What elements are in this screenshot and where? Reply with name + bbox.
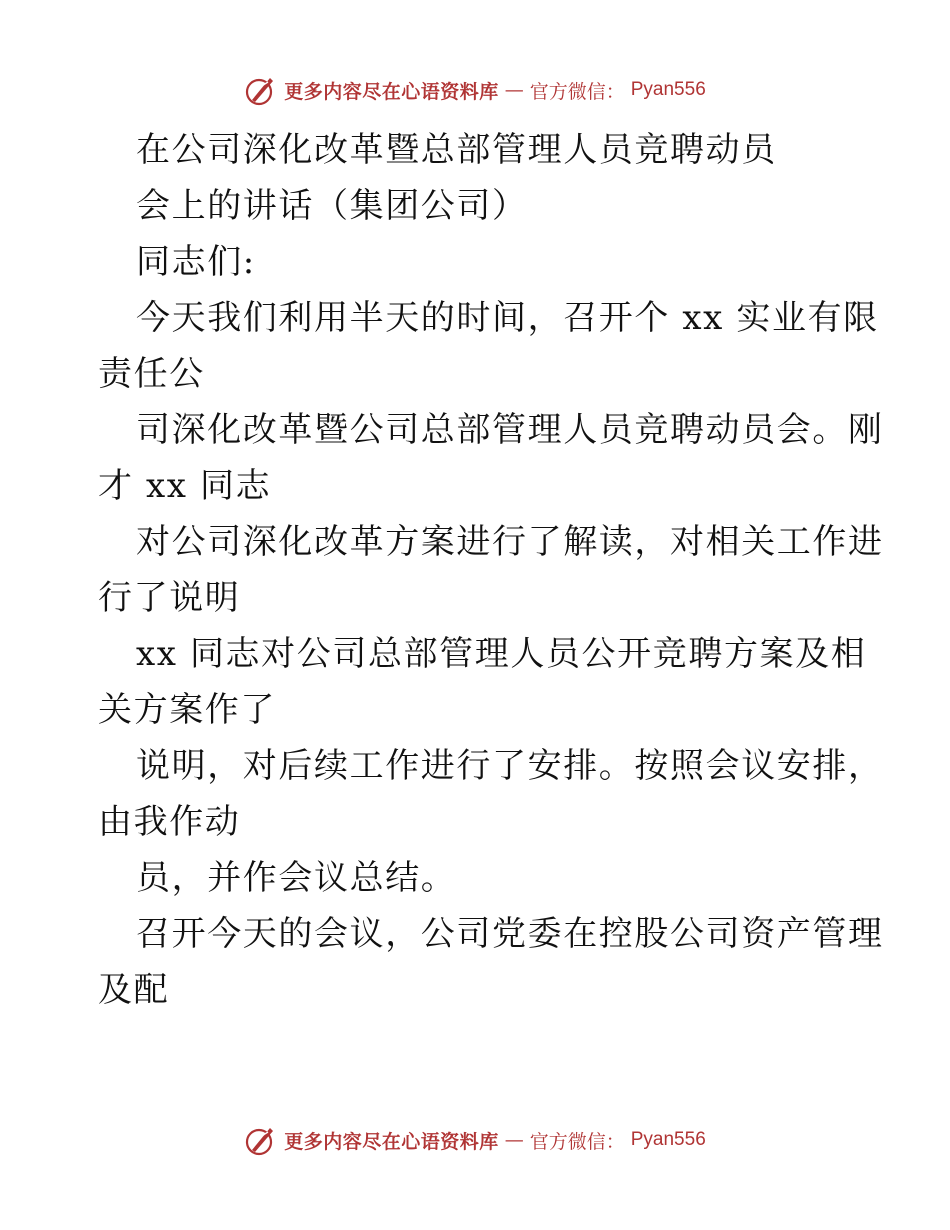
footer-promo-text: 更多内容尽在心语资料库: [284, 1130, 499, 1153]
quill-logo-icon: [244, 1123, 278, 1157]
paragraph-line: 关方案作了: [98, 690, 276, 730]
footer-contact-id: Pyan556: [630, 1129, 706, 1150]
paragraph-line: 行了说明: [98, 578, 241, 618]
paragraph-line: 责任公: [98, 354, 205, 394]
footer-separator: —: [504, 1129, 524, 1151]
header-promo-text: 更多内容尽在心语资料库: [284, 80, 499, 103]
paragraph-line: 召开今天的会议，公司党委在控股公司资产管理: [136, 914, 884, 954]
paragraph-line: 对公司深化改革方案进行了解读，对相关工作进: [136, 522, 884, 562]
paragraph-line: 及配: [98, 970, 170, 1010]
header-separator: —: [504, 79, 524, 101]
footer-contact-label: 官方微信：: [529, 1130, 625, 1153]
paragraph-line: 司深化改革暨公司总部管理人员竞聘动员会。刚: [136, 410, 884, 450]
document-body: [98, 122, 884, 1018]
header-banner: [0, 70, 950, 110]
header-contact-id: Pyan556: [630, 79, 706, 100]
paragraph-line: 由我作动: [98, 802, 241, 842]
paragraph-line: 才 xx 同志: [98, 466, 272, 506]
footer-banner: [0, 1120, 950, 1160]
paragraph-line: 员，并作会议总结。: [136, 858, 457, 898]
title-line-2: 会上的讲话（集团公司）: [136, 186, 528, 226]
paragraph-line: xx 同志对公司总部管理人员公开竞聘方案及相: [136, 634, 867, 674]
quill-logo-icon: [244, 73, 278, 107]
paragraph-line: 说明，对后续工作进行了安排。按照会议安排，: [136, 746, 884, 786]
title-line-1: 在公司深化改革暨总部管理人员竞聘动员: [136, 130, 777, 170]
header-contact-label: 官方微信：: [529, 80, 625, 103]
paragraph-line: 今天我们利用半天的时间，召开个 xx 实业有限: [136, 298, 879, 338]
salutation: 同志们:: [136, 242, 256, 282]
